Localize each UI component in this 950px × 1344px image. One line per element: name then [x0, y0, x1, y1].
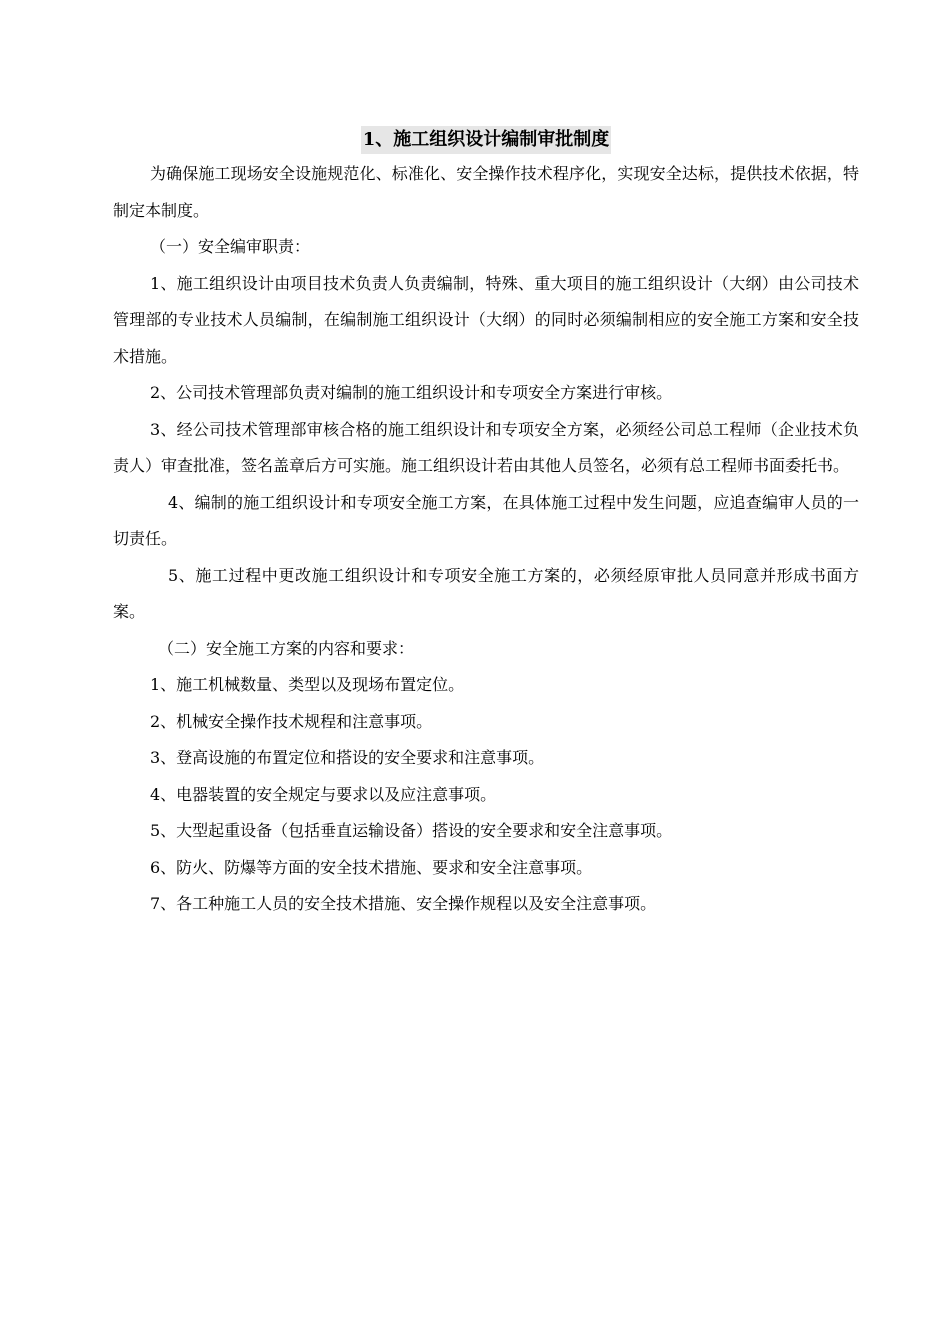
- intro-paragraph: 为确保施工现场安全设施规范化、标准化、安全操作技术程序化，实现安全达标，提供技术依据，特制定本制度。: [113, 164, 859, 220]
- section2-item: 7、各工种施工人员的安全技术措施、安全操作规程以及安全注意事项。: [150, 894, 657, 913]
- section2-item: 6、防火、防爆等方面的安全技术措施、要求和安全注意事项。: [150, 857, 593, 877]
- section2-item: 3、登高设施的布置定位和搭设的安全要求和注意事项。: [150, 748, 545, 767]
- section2-item: 4、电器装置的安全规定与要求以及应注意事项。: [150, 784, 497, 804]
- section2-item: 5、大型起重设备（包括垂直运输设备）搭设的安全要求和安全注意事项。: [150, 821, 673, 840]
- section2-item: 2、机械安全操作技术规程和注意事项。: [150, 711, 433, 731]
- section1-item: 5、施工过程中更改施工组织设计和专项安全施工方案的，必须经原审批人员同意并形成书面方案。: [113, 565, 859, 621]
- section1-item: 2、公司技术管理部负责对编制的施工组织设计和专项安全方案进行审核。: [150, 383, 673, 402]
- section1-item: 1、施工组织设计由项目技术负责人负责编制，特殊、重大项目的施工组织设计（大纲）由公司技术管理部的专业技术人员编制，在编制施工组织设计（大纲）的同时必须编制相应的安全施工方案和安全技术措施。: [113, 273, 859, 366]
- section1-heading: （一）安全编审职责：: [150, 237, 311, 256]
- section2-item: 1、施工机械数量、类型以及现场布置定位。: [150, 675, 465, 694]
- section2-heading: （二）安全施工方案的内容和要求：: [158, 638, 415, 658]
- document-page: [113, 124, 859, 923]
- document-title: 1、施工组织设计编制审批制度: [361, 126, 612, 154]
- section1-item: 3、经公司技术管理部审核合格的施工组织设计和专项安全方案，必须经公司总工程师（企业技术负责人）审查批准，签名盖章后方可实施。施工组织设计若由其他人员签名，必须有总工程师书面委托书。: [113, 419, 859, 475]
- document-title-row: [113, 124, 859, 156]
- section1-item: 4、编制的施工组织设计和专项安全施工方案，在具体施工过程中发生问题，应追查编审人员的一切责任。: [113, 492, 859, 548]
